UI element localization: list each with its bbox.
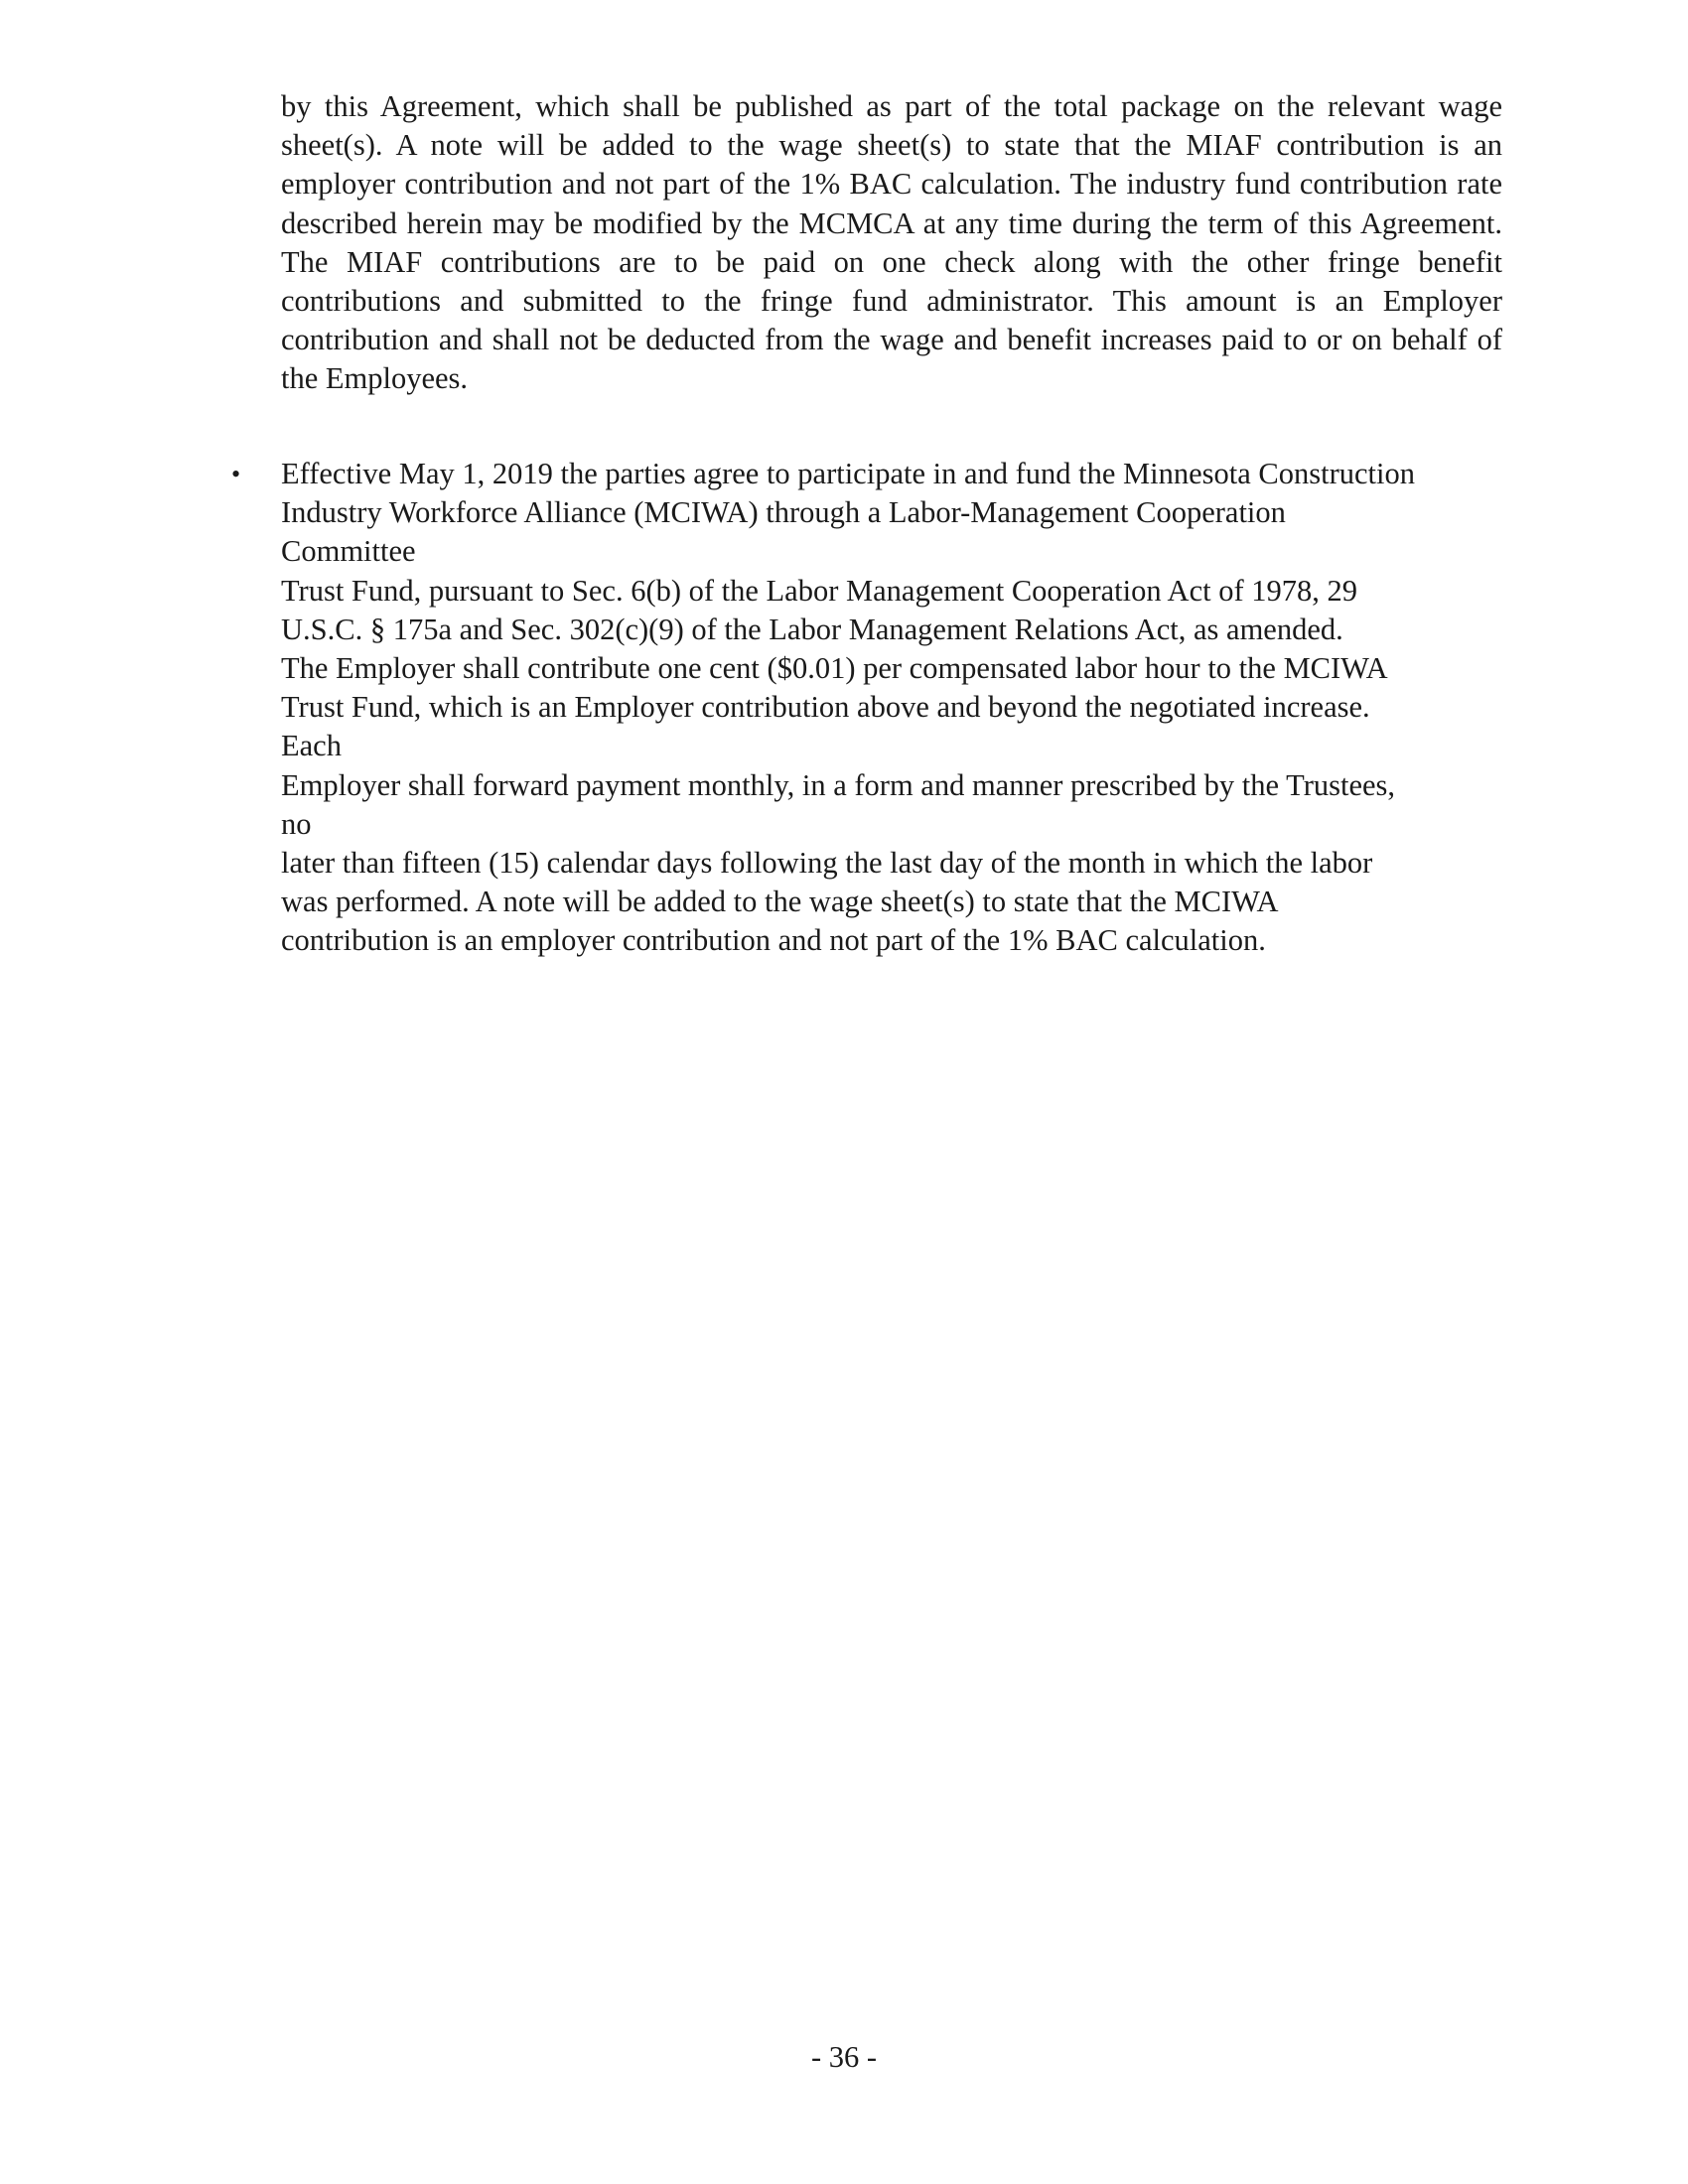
- bullet-line: Industry Workforce Alliance (MCIWA) through a Labor-Management Cooperation: [281, 495, 1286, 530]
- bullet-line: was performed. A note will be added to the wage sheet(s) to state that the MCIWA: [281, 885, 1279, 919]
- bullet-line: no: [281, 806, 312, 841]
- bullet-line: The Employer shall contribute one cent ($0.01) per compensated labor hour to the MCIWA: [281, 651, 1388, 686]
- bullet-marker: •: [231, 460, 241, 488]
- bullet-line: Trust Fund, pursuant to Sec. 6(b) of the Labor Management Cooperation Act of 1978, 29: [281, 573, 1358, 608]
- page-number: - 36 -: [810, 2040, 878, 2074]
- bullet-line: U.S.C. § 175a and Sec. 302(c)(9) of the Labor Management Relations Act, as amended.: [281, 612, 1343, 646]
- bullet-line: Trust Fund, which is an Employer contribution above and beyond the negotiated increase.: [281, 690, 1370, 725]
- bullet-item-mciwa: [281, 455, 1512, 961]
- bullet-line: Committee: [281, 534, 416, 569]
- bullet-line: Employer shall forward payment monthly, in a form and manner prescribed by the Trustees,: [281, 767, 1396, 802]
- bullet-line: contribution is an employer contribution and not part of the 1% BAC calculation.: [281, 923, 1266, 958]
- bullet-line: Each: [281, 729, 342, 763]
- bullet-line: later than fifteen (15) calendar days following the last day of the month in which the labor: [281, 846, 1373, 881]
- continued-paragraph: by this Agreement, which shall be published as part of the total package on the relevant wage sheet(s). A note will be added to the wage sheet(s) to state that the MIAF contribution is an employer contribution and not part of the 1% BAC calculation. The industry fund contribution rate described herein may be modified by the MCMCA at any time during the term of this Agreement. The MIAF contributions are to be paid on one check along with the other fringe benefit contributions and submitted to the fringe fund administrator. This amount is an Employer contribution and shall not be deducted from the wage and benefit increases paid to or on behalf of the Employees.: [281, 89, 1502, 396]
- bullet-line: Effective May 1, 2019 the parties agree to participate in and fund the Minnesota Construction: [281, 457, 1416, 490]
